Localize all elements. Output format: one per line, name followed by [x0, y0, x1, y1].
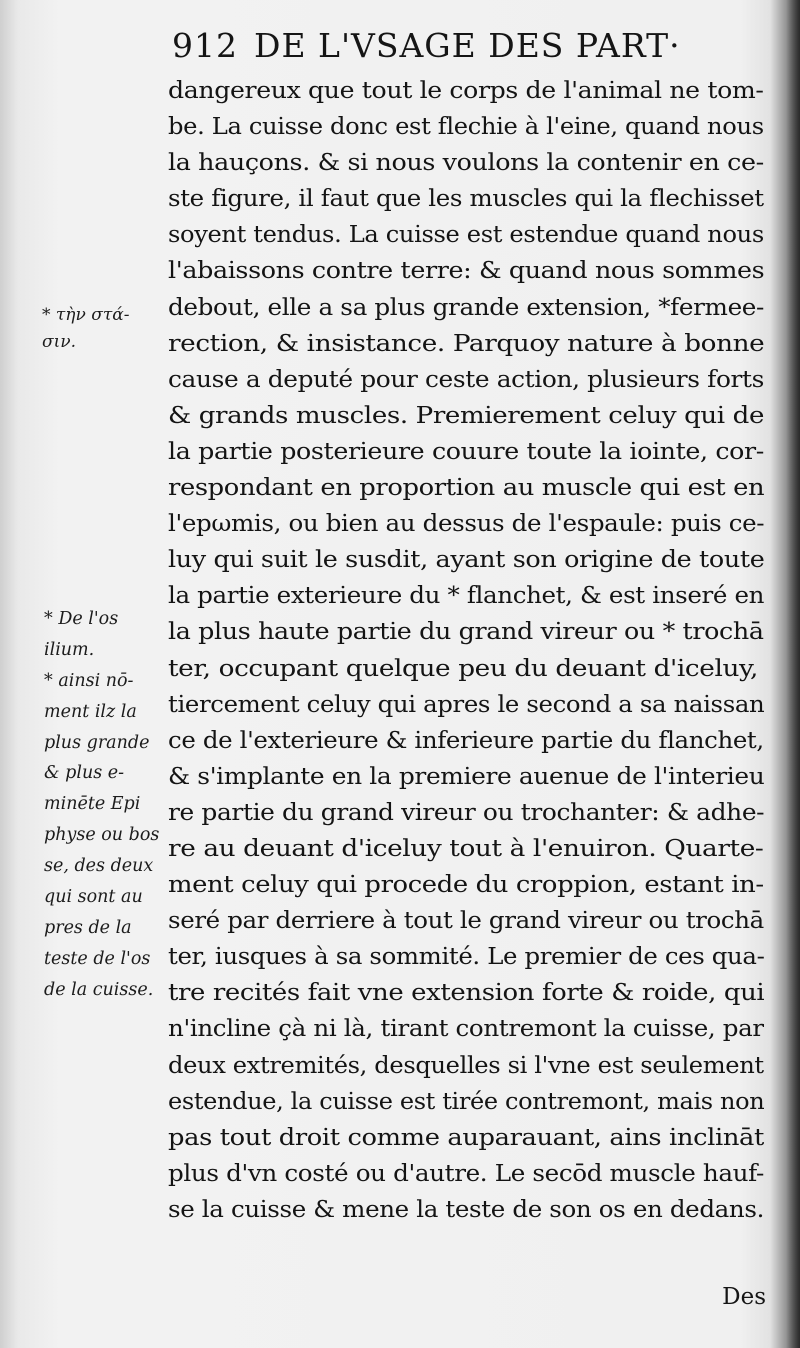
- margin-note-line: teste de l'os: [44, 948, 151, 969]
- text-line: ter, occupant quelque peu du deuant d'iceluy,: [168, 653, 758, 682]
- text-line: cause a deputé pour ceste action, plusieurs forts: [168, 364, 764, 393]
- text-line: n'incline çà ni là, tirant contremont la cuisse, par: [168, 1014, 764, 1043]
- margin-note-line: de la cuisse.: [44, 979, 154, 1000]
- margin-note-line: ment ilz la: [44, 701, 137, 722]
- text-line: l'abaissons contre terre: & quand nous sommes: [168, 256, 764, 285]
- text-line: ter, iusques à sa sommité. Le premier de ces qua-: [168, 942, 764, 971]
- margin-note-greek: [42, 302, 164, 356]
- text-line: luy qui suit le susdit, ayant son origine de toute: [168, 545, 764, 574]
- margin-note-line: * De l'os: [44, 609, 119, 629]
- margin-note-line: ilium.: [44, 639, 95, 660]
- text-line: & s'implante en la premiere auenue de l'interieu: [168, 761, 764, 790]
- margin-note-line: minēte Epi: [44, 794, 141, 815]
- catchword: Des: [722, 1284, 766, 1310]
- margin-note-line: plus grande: [44, 732, 150, 753]
- text-line: ment celuy qui procede du croppion, estant in-: [168, 870, 764, 899]
- text-line: ce de l'exterieure & inferieure partie du flanchet,: [168, 725, 764, 754]
- margin-note-line: pres de la: [44, 917, 132, 938]
- text-line: deux extremités, desquelles si l'vne est seulement: [168, 1050, 764, 1079]
- body-text: [168, 72, 768, 1227]
- text-line: la partie exterieure du * flanchet, & est inseré en: [168, 581, 764, 610]
- text-line: pas tout droit comme auparauant, ains inclināt: [168, 1122, 764, 1151]
- text-line: be. La cuisse donc est flechie à l'eine, quand nous: [168, 112, 764, 141]
- text-line: re partie du grand vireur ou trochanter: & adhe-: [168, 797, 764, 826]
- text-line: debout, elle a sa plus grande extension, *fermee-: [168, 292, 764, 321]
- text-line: re au deuant d'iceluy tout à l'enuiron. Quarte-: [168, 833, 764, 862]
- text-line: dangereux que tout le corps de l'animal ne tom-: [168, 76, 764, 104]
- margin-note-ilium: [44, 604, 166, 1006]
- text-line: seré par derriere à tout le grand vireur ou trochā: [168, 906, 764, 935]
- text-line: la plus haute partie du grand vireur ou * trochā: [168, 617, 764, 646]
- text-line: se la cuisse & mene la teste de son os en dedans.: [168, 1194, 764, 1223]
- page-number: 912: [172, 26, 238, 65]
- text-line: plus d'vn costé ou d'autre. Le secōd muscle hauf-: [168, 1158, 764, 1187]
- text-line: respondant en proportion au muscle qui est en: [168, 473, 764, 502]
- text-line: la hauçons. & si nous voulons la contenir en ce-: [168, 148, 764, 177]
- running-head: [172, 24, 772, 68]
- running-title: DE L'VSAGE DES PART·: [254, 26, 681, 65]
- margin-note-line: physe ou bos: [44, 825, 160, 846]
- text-line: tre recités fait vne extension forte & roide, qui: [168, 978, 764, 1007]
- text-line: la partie posterieure couure toute la iointe, cor-: [168, 436, 764, 465]
- text-line: rection, & insistance. Parquoy nature à bonne: [168, 328, 764, 357]
- text-line: ste figure, il faut que les muscles qui la flechisset: [168, 184, 764, 213]
- margin-note-line: σιν.: [42, 332, 77, 352]
- text-line: soyent tendus. La cuisse est estendue quand nous: [168, 220, 764, 249]
- text-line: estendue, la cuisse est tirée contremont, mais non: [168, 1086, 764, 1115]
- margin-note-line: * τὴν στά-: [42, 305, 130, 325]
- text-line: tiercement celuy qui apres le second a sa naissan: [168, 689, 764, 718]
- text-line: l'epωmis, ou bien au dessus de l'espaule: puis ce-: [168, 509, 764, 538]
- text-line: & grands muscles. Premierement celuy qui de: [168, 400, 764, 429]
- margin-note-line: * ainsi nō-: [44, 670, 134, 691]
- margin-note-line: qui sont au: [44, 887, 143, 908]
- gutter-shadow: [786, 0, 800, 1348]
- margin-note-line: & plus e-: [44, 763, 125, 784]
- margin-note-line: se, des deux: [44, 856, 154, 877]
